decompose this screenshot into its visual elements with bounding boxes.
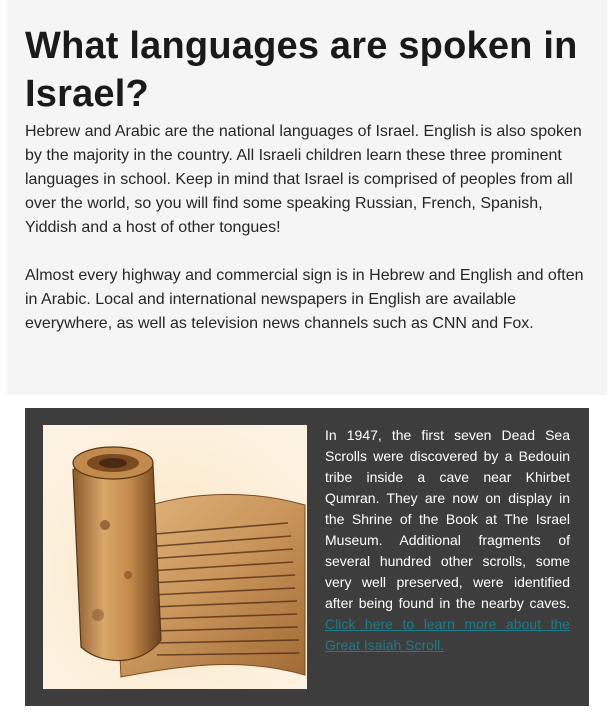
article-paragraph-signs: Almost every highway and commercial sign is in Hebrew and English and often in Arabic. Local and international newspapers in English are available everywhere, as well as television news channels such as CNN and Fox. (25, 267, 584, 332)
dead-sea-scrolls-panel (25, 408, 589, 706)
great-isaiah-scroll-link[interactable]: Click here to learn more about the Great Isaiah Scroll. (325, 616, 570, 653)
dead-sea-scroll-image (43, 425, 307, 689)
article-paragraph-languages: Hebrew and Arabic are the national languages of Israel. English is also spoken by the majority in the country. All Israeli children learn these three prominent languages in school. Keep in mind that Israel is comprised of peoples from all over the world, so you will find some speaking Russian, French, Spanish, Yiddish and a host of other tongues! (25, 123, 582, 236)
page-title: What languages are spoken in Israel? (25, 25, 578, 115)
article-section (7, 0, 607, 395)
scroll-illustration (43, 425, 307, 689)
dead-sea-scrolls-text (325, 425, 570, 656)
scrolls-description: In 1947, the first seven Dead Sea Scrolls were discovered by a Bedouin tribe inside a cave near Khirbet Qumran. They are now on display in the Shrine of the Book at The Israel Museum. Additional fragments of several hundred other scrolls, some very well preserved, were identified after being found in the nearby caves. (325, 427, 570, 611)
